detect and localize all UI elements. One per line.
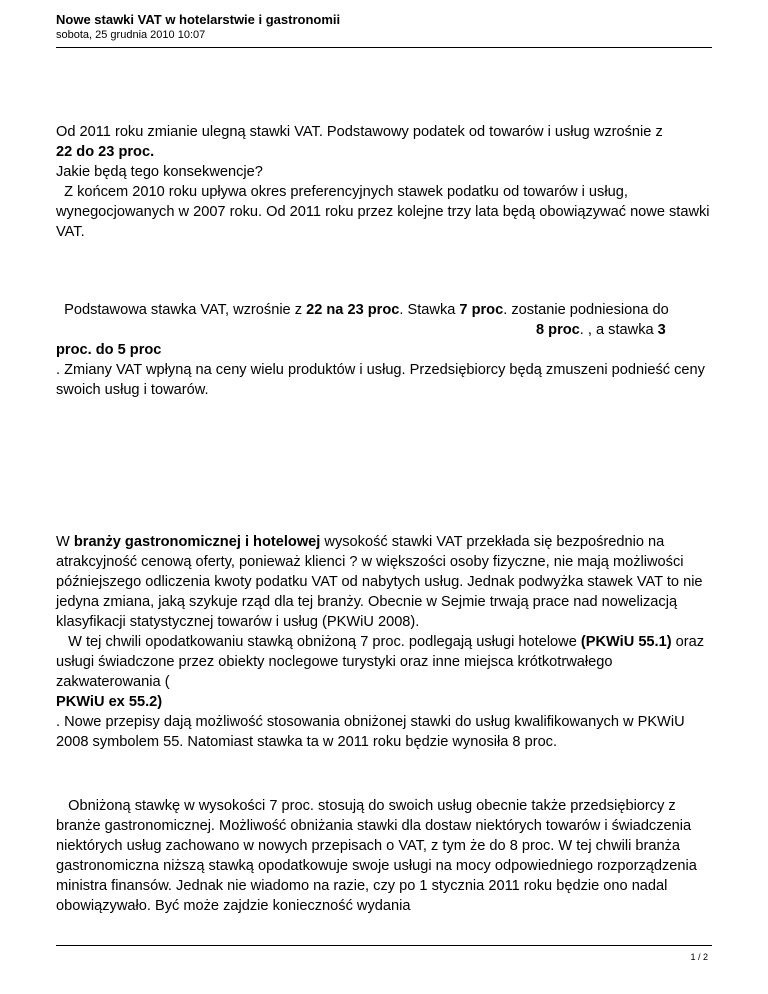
text-run: . Stawka <box>399 302 460 318</box>
bold-run: (PKWiU 55.1) <box>580 634 672 650</box>
bold-run: 3 <box>657 322 666 338</box>
text-run: . Nowe przepisy dają możliwość stosowania obniżonej stawki do usług kwalifikowanych w PKWiU 2008 symbolem 55. Natomiast stawka ta w 2011 roku będzie wynosiła 8 proc. <box>56 714 685 750</box>
text-run: Podstawowa stawka VAT, wzrośnie z <box>64 302 307 318</box>
text-run: . , a stawka <box>579 322 658 338</box>
text-run: . Zmiany VAT wpłyną na ceny wielu produktów i usług. Przedsiębiorcy będą zmuszeni podnieść ceny swoich usług i towarów. <box>56 362 705 398</box>
intro-text: Z końcem 2010 roku upływa okres preferencyjnych stawek podatku od towarów i usług, wynegocjowanych w 2007 roku. Od 2011 roku przez kolejne trzy lata będą obowiązywać nowe stawki VAT. <box>56 184 710 240</box>
section-2-paragraph <box>56 300 716 400</box>
page-header <box>56 12 712 42</box>
document-title: Nowe stawki VAT w hotelarstwie i gastronomii <box>56 12 341 27</box>
text-run: Obniżoną stawkę w wysokości 7 proc. stosują do swoich usług obecnie także przedsiębiorcy z branże gastronomicznej. Możliwość obniżania stawki dla dostaw niektórych towarów i świadczenia niektórych usług zachowano w nowych przepisach o VAT, z tym że do 8 proc. W tej chwili branża gastronomiczna niższą stawką opodatkowuje swoje usługi na mocy odpowiedniego rozporządzenia ministra finansów. Jednak nie wiadomo na razie, czy po 1 stycznia 2011 roku będzie ono nadal obowiązywało. Być może zajdzie konieczność wydania <box>56 798 697 914</box>
text-run: oraz usługi świadczone przez obiekty noclegowe turystyki oraz inne miejsca krótkotrwałego zakwaterowania ( <box>56 634 705 690</box>
intro-paragraph <box>56 122 716 242</box>
intro-line: Od 2011 roku zmianie ulegną stawki VAT. Podstawowy podatek od towarów i usług wzrośnie z <box>56 124 663 140</box>
section-3-paragraph <box>56 532 716 752</box>
section-4-paragraph <box>56 796 716 916</box>
bold-run: 7 proc <box>459 302 504 318</box>
page-number: 1 / 2 <box>690 952 708 962</box>
document-date: sobota, 25 grudnia 2010 10:07 <box>56 29 206 41</box>
bold-run: proc. do 5 proc <box>56 342 162 358</box>
header-divider <box>56 47 712 48</box>
intro-question: Jakie będą tego konsekwencje? <box>56 164 263 180</box>
intro-bold: 22 do 23 proc. <box>56 144 155 160</box>
bold-run: 8 proc <box>536 322 580 338</box>
text-run: wysokość stawki VAT przekłada się bezpośrednio na atrakcyjność cenową oferty, ponieważ klienci ? w większości osoby fizyczne, nie mają możliwości późniejszego odliczenia kwoty podatku VAT od nabytych usług. Jednak podwyżka stawek VAT to nie jedyna zmiana, jaką szykuje rząd dla tej branży. Obecnie w Sejmie trwają prace nad nowelizacją klasyfikacji statystycznej towarów i usług (PKWiU 2008). <box>56 534 703 630</box>
bold-run: 22 na 23 proc <box>306 302 400 318</box>
text-run: W <box>56 534 74 550</box>
bold-run: branży gastronomicznej i hotelowej <box>73 534 321 550</box>
text-run: W tej chwili opodatkowaniu stawką obniżoną 7 proc. podlegają usługi hotelowe <box>68 634 581 650</box>
footer-divider <box>56 945 712 946</box>
bold-run: PKWiU ex 55.2) <box>56 694 163 710</box>
text-run: . zostanie podniesiona do <box>503 302 669 318</box>
